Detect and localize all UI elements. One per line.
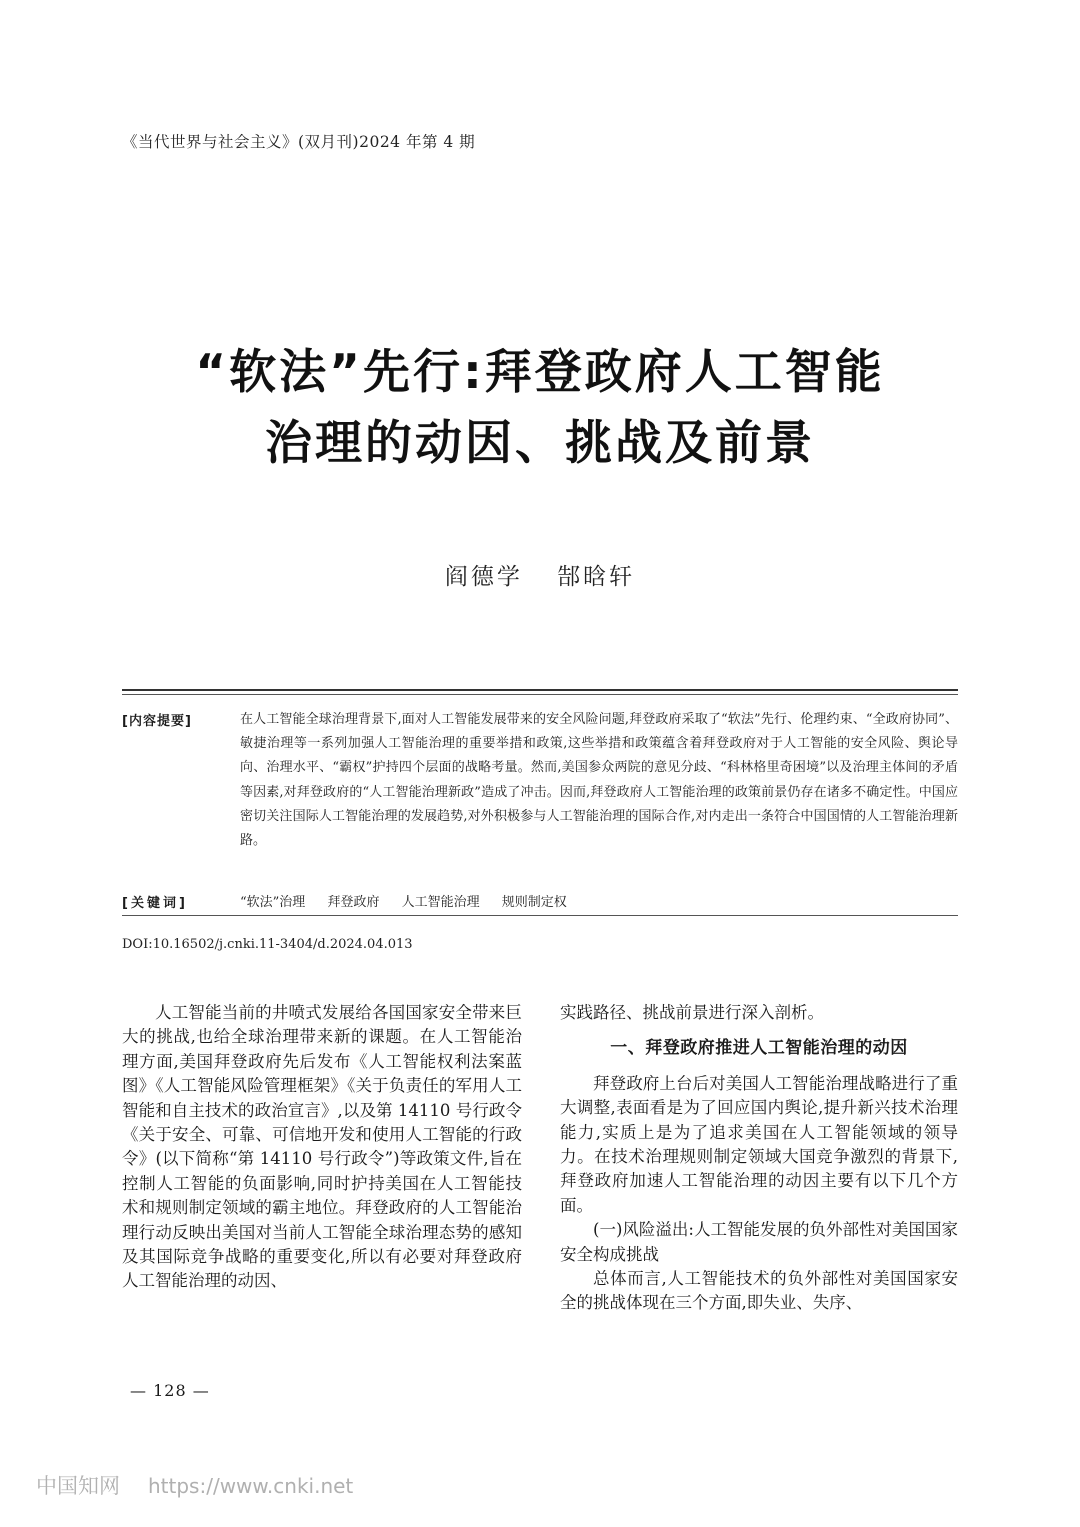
subheading: (一)风险溢出:人工智能发展的负外部性对美国国家安全构成挑战 xyxy=(560,1220,958,1264)
article-title-line-2: 治理的动因、挑战及前景 xyxy=(265,416,815,471)
keywords-label: [关键词] xyxy=(122,896,188,911)
body-paragraph: 人工智能当前的井喷式发展给各国国家安全带来巨大的挑战,也给全球治理带来新的课题。在人工智能治理方面,美国拜登政府先后发布《人工智能权利法案蓝图》《人工智能风险管理框架》《关于负责任的军用人工智能和自主技术的政治宣言》,以及第 14110 号行政令《关于安全、可靠、可信地开发和使用人工智能的行政令》(以下简称“第 14110 号行政令”)等政策文件,旨在控制人工智能的负面影响,同时护持美国在人工智能技术和规则制定领域的霸主地位。拜登政府的人工智能治理行动反映出美国对当前人工智能全球治理态势的感知及其国际竞争战略的重要变化,所以有必要对拜登政府人工智能治理的动因、 xyxy=(122,1003,522,1291)
abstract-bottom-rule xyxy=(122,915,958,916)
body-paragraph: 拜登政府上台后对美国人工智能治理战略进行了重大调整,表面看是为了回应国内舆论,提升新兴技术治理能力,实质上是为了追求美国在人工智能领域的领导力。在技术治理规则制定领域大国竞争激烈的背景下,拜登政府加速人工智能治理的动因主要有以下几个方面。 xyxy=(560,1073,958,1215)
journal-header: 《当代世界与社会主义》(双月刊)2024 年第 4 期 xyxy=(122,133,476,151)
left-column xyxy=(122,1001,522,1294)
authors xyxy=(0,558,1080,591)
abstract-text: 在人工智能全球治理背景下,面对人工智能发展带来的安全风险问题,拜登政府采取了“软法”先行、伦理约束、“全政府协同”、敏捷治理等一系列加强人工智能治理的重要举措和政策,这些举措和政策蕴含着拜登政府对于人工智能的安全风险、舆论导向、治理水平、“霸权”护持四个层面的战略考量。然而,美国参众两院的意见分歧、“科林格里奇困境”以及治理主体间的矛盾等因素,对拜登政府的“人工智能治理新政”造成了冲击。因而,拜登政府人工智能治理的政策前景仍存在诸多不确定性。中国应密切关注国际人工智能治理的发展趋势,对外积极参与人工智能治理的国际合作,对内走出一条符合中国国情的人工智能治理新路。 xyxy=(240,712,958,849)
keywords-list xyxy=(240,891,585,910)
body-paragraph-continued: 实践路径、挑战前景进行深入剖析。 xyxy=(560,1003,824,1022)
abstract-top-rule xyxy=(122,689,958,691)
right-column xyxy=(560,1001,958,1316)
author-1: 阎德学 xyxy=(444,564,523,590)
abstract-label: [内容提要] xyxy=(122,714,192,729)
keyword: 人工智能治理 xyxy=(401,895,480,910)
abstract-top-rule-thin xyxy=(122,694,958,695)
keyword: “软法”治理 xyxy=(240,895,306,910)
cnki-brand: 中国知网 xyxy=(36,1474,120,1498)
article-title-line-1: “软法”先行:拜登政府人工智能 xyxy=(195,345,885,400)
watermark-footer xyxy=(36,1470,353,1500)
author-2: 郜晗轩 xyxy=(557,564,636,590)
keyword: 规则制定权 xyxy=(501,895,567,910)
doi: DOI:10.16502/j.cnki.11-3404/d.2024.04.013 xyxy=(122,937,413,952)
body-paragraph: 总体而言,人工智能技术的负外部性对美国国家安全的挑战体现在三个方面,即失业、失序、 xyxy=(560,1269,958,1313)
cnki-url: https://www.cnki.net xyxy=(148,1474,354,1498)
keyword: 拜登政府 xyxy=(327,895,380,910)
page-number: — 128 — xyxy=(130,1381,210,1400)
section-heading: 一、拜登政府推进人工智能治理的动因 xyxy=(610,1038,908,1059)
